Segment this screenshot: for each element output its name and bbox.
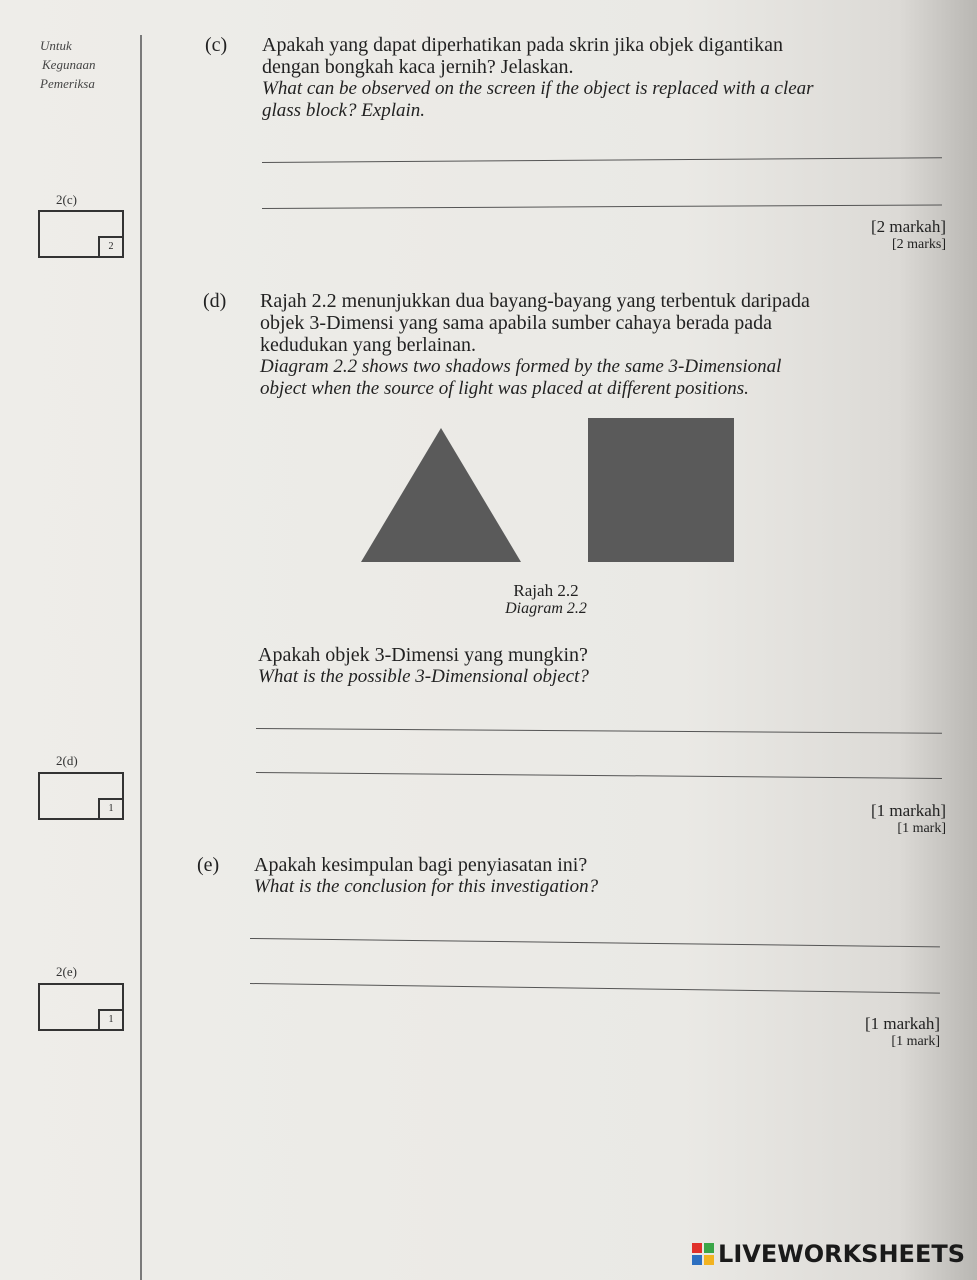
marks-d: [800, 802, 946, 838]
question-c: [205, 34, 962, 122]
marks-e: [800, 1015, 940, 1051]
margin-header-line: Kegunaan: [42, 57, 96, 72]
diagram-caption: [496, 582, 596, 618]
score-box-2c: [38, 210, 124, 258]
triangle-shadow: [361, 428, 521, 562]
liveworksheets-logo[interactable]: [692, 1240, 965, 1268]
score-max-2c: 2: [98, 236, 124, 258]
marks-e-en: [1 mark]: [891, 1034, 940, 1049]
score-label-2e: 2(e): [56, 964, 77, 979]
answer-line-d1[interactable]: [256, 728, 942, 734]
question-e-text-en: What is the conclusion for this investigation?: [254, 876, 599, 897]
marks-d-ms: [1 markah]: [870, 801, 946, 820]
score-max-2d: 1: [98, 798, 124, 820]
score-label-2c: 2(c): [56, 192, 77, 207]
margin-rule: [140, 35, 142, 1280]
margin-header-line: Untuk: [40, 38, 72, 53]
marks-c-en: [2 marks]: [891, 237, 946, 252]
score-box-2d: [38, 772, 124, 820]
question-d-text-ms: Rajah 2.2 menunjukkan dua bayang-bayang yang terbentuk daripada: [260, 290, 810, 312]
liveworksheets-logo-icon: [692, 1243, 714, 1265]
question-d-ask: [258, 644, 858, 688]
question-d-ask-en: What is the possible 3-Dimensional object?: [258, 666, 589, 687]
examiner-use-header: [40, 36, 95, 93]
question-e-text-ms: Apakah kesimpulan bagi penyiasatan ini?: [254, 854, 588, 876]
question-d-text-ms: objek 3-Dimensi yang sama apabila sumber cahaya berada pada: [260, 312, 773, 334]
question-c-text-ms: dengan bongkah kaca jernih? Jelaskan.: [262, 56, 574, 78]
question-e: [197, 854, 854, 898]
question-d-letter: (d): [203, 290, 227, 312]
question-d-text-en: Diagram 2.2 shows two shadows formed by the same 3-Dimensional: [260, 356, 782, 377]
question-c-letter: (c): [205, 34, 228, 56]
answer-line-c2[interactable]: [262, 204, 942, 209]
marks-d-en: [1 mark]: [897, 821, 946, 836]
question-d-text-en: object when the source of light was placed at different positions.: [260, 378, 749, 399]
question-c-text-ms: Apakah yang dapat diperhatikan pada skrin jika objek digantikan: [262, 34, 783, 56]
diagram-caption-en: Diagram 2.2: [505, 600, 587, 617]
question-e-letter: (e): [197, 854, 220, 876]
marks-e-ms: [1 markah]: [864, 1014, 940, 1033]
question-c-text-en: What can be observed on the screen if the object is replaced with a clear: [262, 78, 814, 99]
answer-line-c1[interactable]: [262, 157, 942, 163]
question-d-ask-ms: Apakah objek 3-Dimensi yang mungkin?: [258, 644, 588, 666]
score-box-2e: [38, 983, 124, 1031]
marks-c: [800, 218, 946, 254]
square-shadow: [588, 418, 734, 562]
answer-line-d2[interactable]: [256, 772, 942, 779]
diagram-caption-ms: Rajah 2.2: [513, 581, 579, 600]
score-label-2d: 2(d): [56, 753, 78, 768]
marks-c-ms: [2 markah]: [870, 217, 946, 236]
question-d-text-ms: kedudukan yang berlainan.: [260, 334, 477, 356]
answer-line-e1[interactable]: [250, 938, 940, 947]
score-max-2e: 1: [98, 1009, 124, 1031]
answer-line-e2[interactable]: [250, 983, 940, 994]
margin-header-line: Pemeriksa: [40, 76, 95, 91]
question-d: [203, 290, 950, 400]
question-c-text-en: glass block? Explain.: [262, 100, 426, 121]
liveworksheets-logo-text: LIVEWORKSHEETS: [718, 1240, 965, 1268]
